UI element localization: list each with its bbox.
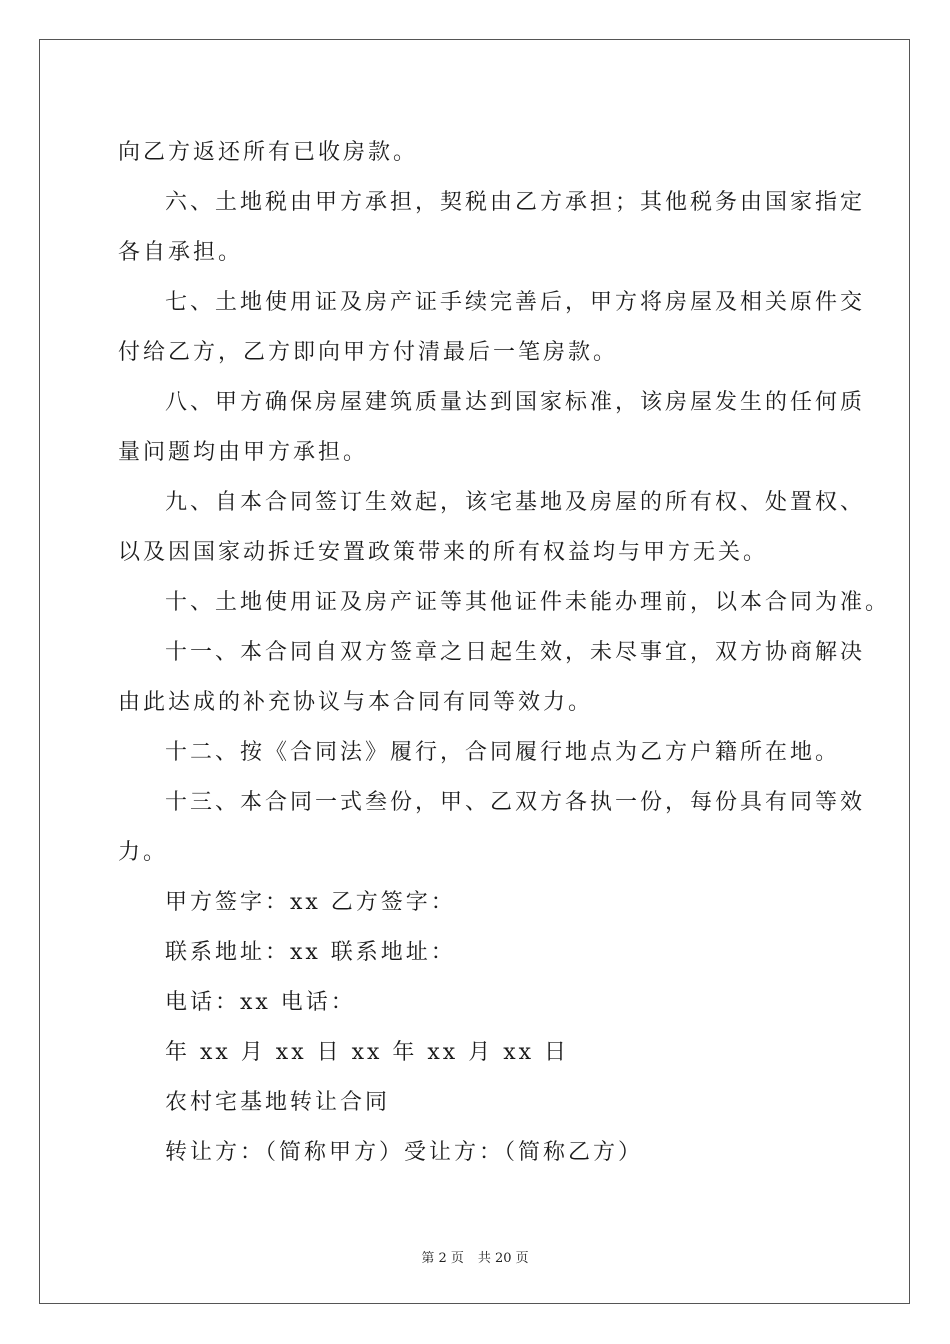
contact-address-line: 联系地址：xx 联系地址： [165, 940, 456, 965]
page-footer [0, 1247, 950, 1266]
paragraph-line: 七、土地使用证及房产证手续完善后，甲方将房屋及相关原件交 [165, 290, 866, 315]
paragraph-line: 十二、按《合同法》履行，合同履行地点为乙方户籍所在地。 [165, 740, 841, 765]
parties-line: 转让方：（简称甲方）受让方：（简称乙方） [165, 1140, 644, 1165]
paragraph-line: 十三、本合同一式叁份，甲、乙双方各执一份，每份具有同等效 [165, 790, 866, 815]
paragraph-line: 各自承担。 [118, 240, 244, 265]
paragraph-line: 八、甲方确保房屋建筑质量达到国家标准，该房屋发生的任何质 [165, 390, 866, 415]
paragraph-line: 力。 [118, 840, 169, 865]
contract-title: 农村宅基地转让合同 [165, 1090, 391, 1115]
paragraph-line: 六、土地税由甲方承担，契税由乙方承担；其他税务由国家指定 [165, 190, 866, 215]
paragraph-line: 付给乙方，乙方即向甲方付清最后一笔房款。 [118, 340, 619, 365]
paragraph-line: 十一、本合同自双方签章之日起生效，未尽事宜，双方协商解决 [165, 640, 866, 665]
phone-line: 电话：xx 电话： [165, 990, 356, 1015]
document-body [118, 128, 891, 1178]
date-line: 年 xx 月 xx 日 xx 年 xx 月 xx 日 [165, 1040, 570, 1065]
paragraph-line: 以及因国家动拆迁安置政策带来的所有权益均与甲方无关。 [118, 540, 769, 565]
paragraph-line: 十、土地使用证及房产证等其他证件未能办理前，以本合同为准。 [165, 590, 891, 615]
signature-line-party-a: 甲方签字：xx 乙方签字： [165, 890, 456, 915]
paragraph-line: 九、自本合同签订生效起，该宅基地及房屋的所有权、处置权、 [165, 490, 866, 515]
page-number: 第 2 页 [421, 1251, 464, 1266]
paragraph-line: 由此达成的补充协议与本合同有同等效力。 [118, 690, 594, 715]
page-total: 共 20 页 [477, 1251, 529, 1266]
paragraph-line: 向乙方返还所有已收房款。 [118, 140, 419, 165]
paragraph-line: 量问题均由甲方承担。 [118, 440, 369, 465]
